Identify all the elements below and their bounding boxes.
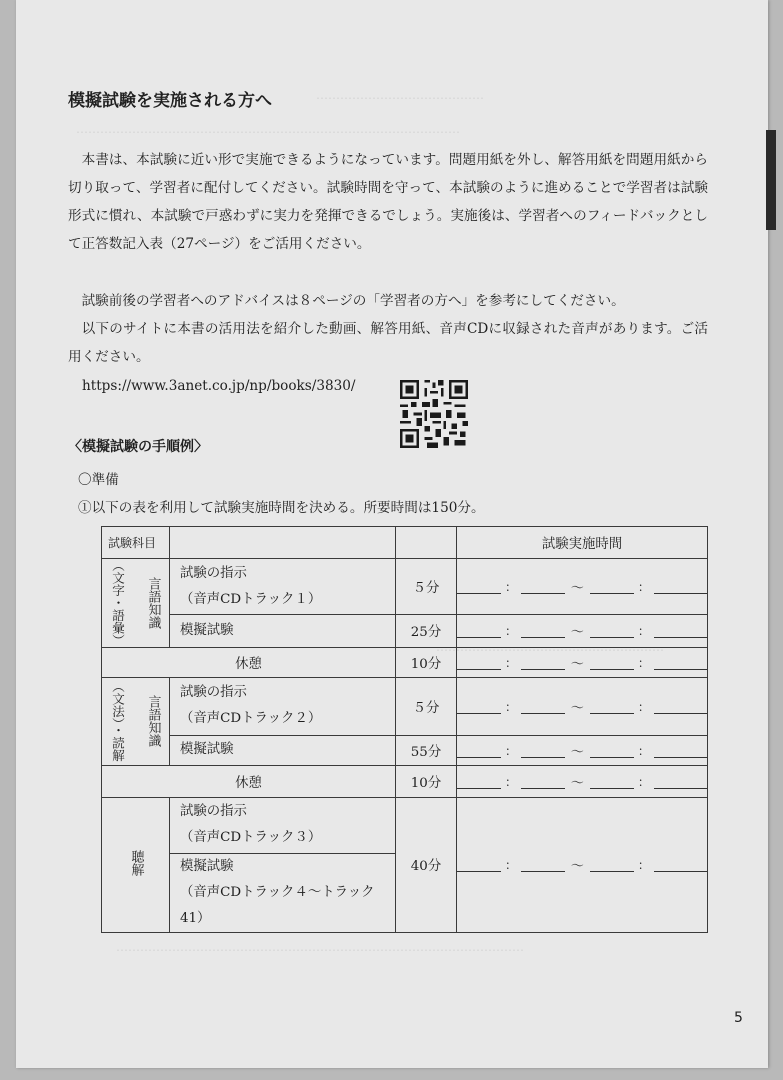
exam-cell: 模擬試験 （音声CDトラック４～トラック41） [170,853,396,932]
duration-cell: 55分 [396,735,457,765]
instruction-cell: 試験の指示 （音声CDトラック３） [170,797,396,853]
time-slot: ： ～ ： [457,647,708,677]
step-one: ①以下の表を利用して試験実施時間を決める。所要時間は150分。 [78,500,485,516]
break-cell: 休憩 [102,647,396,677]
page-number: 5 [734,1010,743,1026]
section-label: 言語知識 （文法）・読解 [102,677,170,765]
prep-label: 〇準備 [78,472,119,488]
duration-cell: 10分 [396,647,457,677]
time-slot: ： ～ ： [457,559,708,615]
duration-cell: ５分 [396,677,457,735]
page-tab-marker [766,130,776,230]
section-label: 聴解 [102,797,170,932]
duration-cell: 25分 [396,615,457,647]
bleed-through-text: ………………………………………………… [436,640,664,654]
time-slot: ： ～ ： [457,615,708,647]
time-slot: ： ～ ： [457,735,708,765]
page-title: 模擬試験を実施される方へ [68,91,272,111]
website-paragraph: 以下のサイトに本書の活用法を紹介した動画、解答用紙、音声CDに収録された音声があります。ご活用ください。 [68,321,708,365]
header-subject: 試験科目 [102,527,170,559]
break-cell: 休憩 [102,765,396,797]
duration-cell: 40分 [396,797,457,932]
exam-cell: 模擬試験 [170,735,396,765]
time-slot: ： ～ ： [457,797,708,932]
schedule-table [101,526,708,933]
section-label: 言語知識 （文字・語彙） [102,559,170,648]
exam-cell: 模擬試験 [170,615,396,647]
instruction-cell: 試験の指示 （音声CDトラック１） [170,559,396,615]
qr-code-icon [398,380,470,448]
procedure-heading: 〈模擬試験の手順例〉 [68,439,208,455]
instruction-cell: 試験の指示 （音声CDトラック２） [170,677,396,735]
duration-cell: ５分 [396,559,457,615]
header-time: 試験実施時間 [457,527,708,559]
bleed-through-text: ………………………………………………………………………………………… [116,940,524,954]
time-slot: ： ～ ： [457,677,708,735]
time-slot: ： ～ ： [457,765,708,797]
intro-paragraph: 本書は、本試験に近い形で実施できるようになっています。問題用紙を外し、解答用紙を問題用紙から切り取って、学習者に配付してください。試験時間を守って、本試験のように進めることで学習者は試験形式に慣れ、本試験で戸惑わずに実力を発揮できるでしょう。実施後は、学習者へのフィードバックとして正答数記入表（27ページ）をご活用ください。 [68,152,708,252]
duration-cell: 10分 [396,765,457,797]
document-page [16,0,768,1068]
website-url[interactable]: https://www.3anet.co.jp/np/books/3830/ [82,378,356,394]
bleed-through-text: …………………………………………………………………………………… [76,122,460,136]
bleed-through-text: …………………………………… [316,88,484,102]
advice-paragraph: 試験前後の学習者へのアドバイスは８ページの「学習者の方へ」を参考にしてください。 [81,293,625,309]
